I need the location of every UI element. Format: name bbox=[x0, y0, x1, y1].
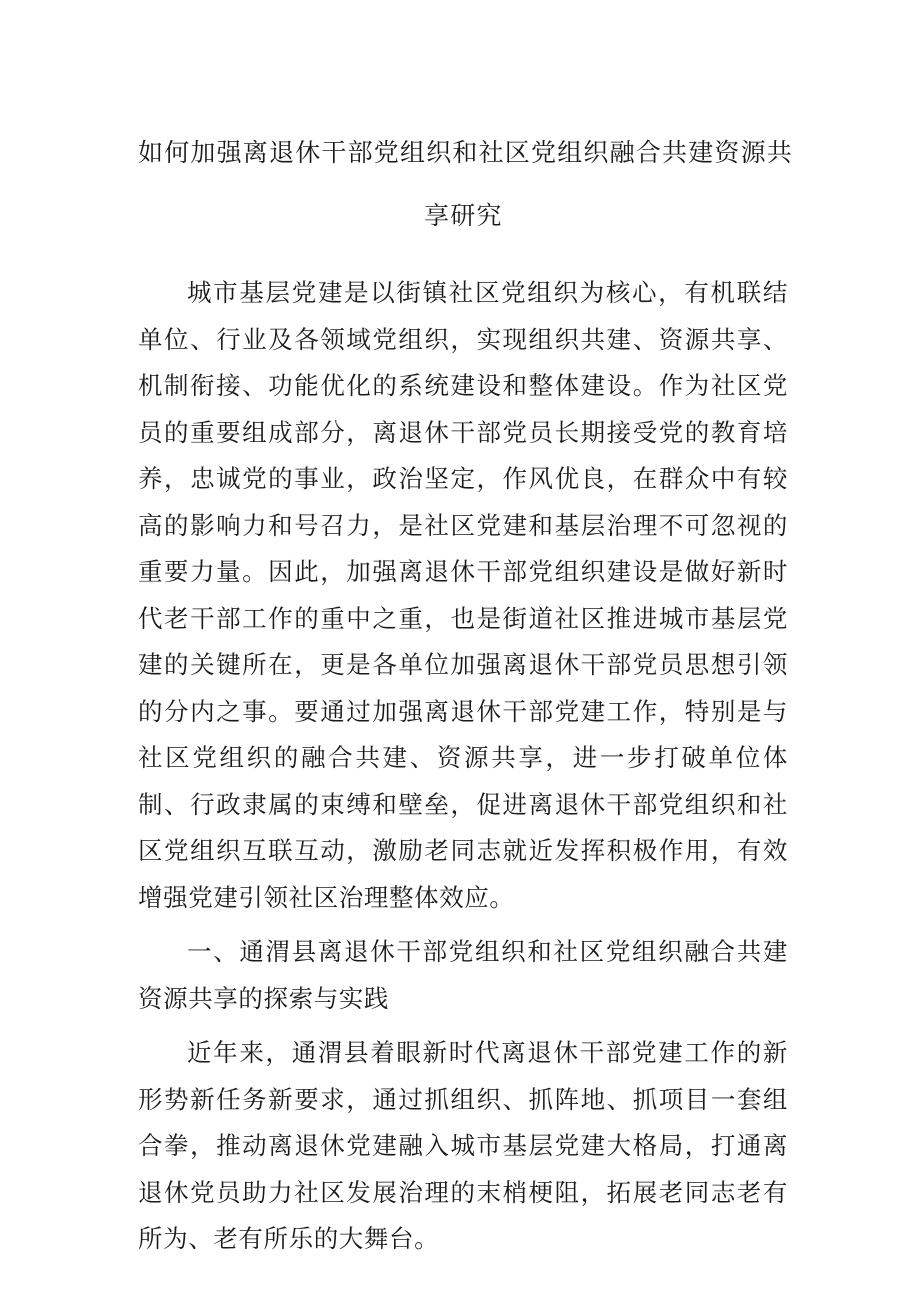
section-heading-1: 一、通渭县离退休干部党组织和社区党组织融合共建资源共享的探索与实践 bbox=[138, 937, 788, 1013]
document-title-line-2: 享研究 bbox=[424, 201, 503, 230]
paragraph-section-1: 近年来，通渭县着眼新时代离退休干部党建工作的新形势新任务新要求，通过抓组织、抓阵地、抓项目一套组合拳，推动离退休党建融入城市基层党建大格局，打通离退休党员助力社区发展治理的末梢梗阻，拓展老同志老有所为、老有所乐的大舞台。 bbox=[138, 1038, 788, 1253]
document-body bbox=[138, 270, 788, 1263]
paragraph-intro: 城市基层党建是以街镇社区党组织为核心，有机联结单位、行业及各领域党组织，实现组织共建、资源共享、机制衔接、功能优化的系统建设和整体建设。作为社区党员的重要组成部分，离退休干部党员长期接受党的教育培养，忠诚党的事业，政治坚定，作风优良，在群众中有较高的影响力和号召力，是社区党建和基层治理不可忽视的重要力量。因此，加强离退休干部党组织建设是做好新时代老干部工作的重中之重，也是街道社区推进城市基层党建的关键所在，更是各单位加强离退休干部党员思想引领的分内之事。要通过加强离退休干部党建工作，特别是与社区党组织的融合共建、资源共享，进一步打破单位体制、行政隶属的束缚和壁垒，促进离退休干部党组织和社区党组织互联互动，激励老同志就近发挥积极作用，有效增强党建引领社区治理整体效应。 bbox=[138, 278, 788, 912]
document-title-line-1: 如何加强离退休干部党组织和社区党组织融合共建资源共 bbox=[138, 138, 794, 167]
